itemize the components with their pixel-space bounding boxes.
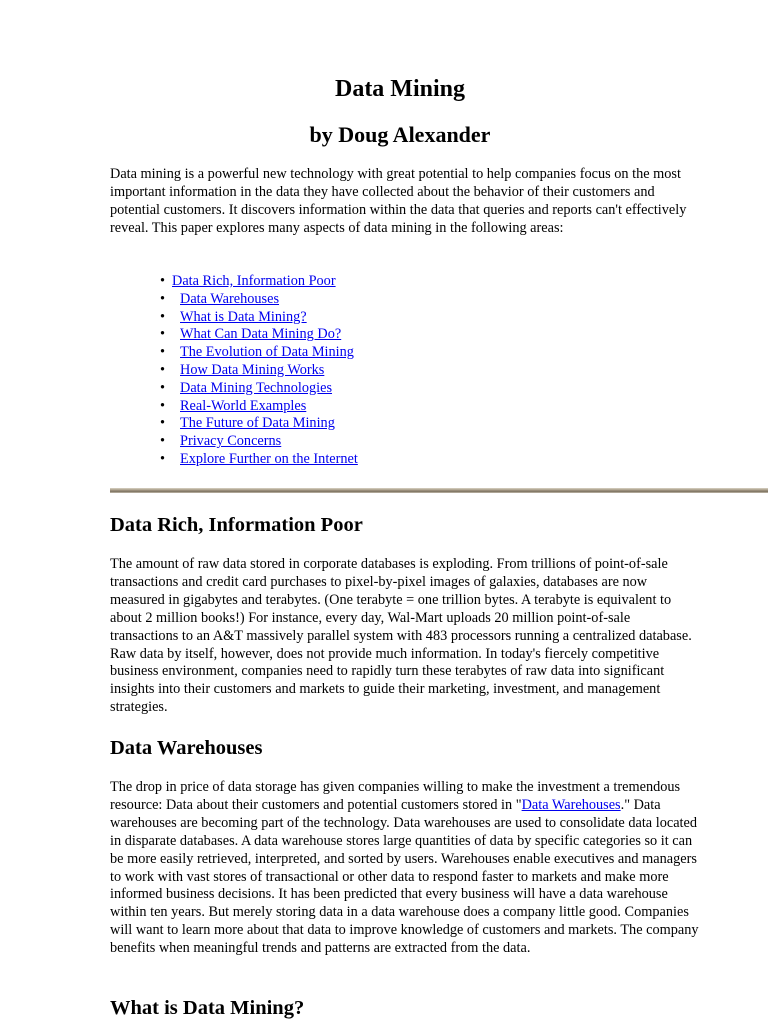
bullet-icon: • bbox=[160, 326, 166, 343]
bullet-icon: • bbox=[160, 344, 166, 361]
toc-link-what-is[interactable]: What is Data Mining? bbox=[180, 308, 307, 325]
toc-link-how-works[interactable]: How Data Mining Works bbox=[180, 361, 325, 378]
section-heading-data-warehouses: Data Warehouses bbox=[110, 737, 263, 759]
warehouses-text-before: The drop in price of data storage has given companies willing to make the investment a tremendous resource: Data about their customers and potential customers stored in " bbox=[110, 779, 681, 813]
toc-link-explore[interactable]: Explore Further on the Internet bbox=[180, 450, 358, 467]
bullet-icon: • bbox=[160, 433, 166, 450]
bullet-icon: • bbox=[160, 415, 166, 432]
table-of-contents bbox=[160, 273, 358, 469]
bullet-icon: • bbox=[160, 290, 166, 307]
toc-link-evolution[interactable]: The Evolution of Data Mining bbox=[180, 344, 354, 361]
toc-item-what-can bbox=[160, 326, 358, 344]
toc-item-how-works bbox=[160, 362, 358, 380]
toc-item-what-is bbox=[160, 309, 358, 327]
toc-item-future bbox=[160, 415, 358, 433]
intro-paragraph: Data mining is a powerful new technology with great potential to help companies focus on the most important information in the data they have collected about the behavior of their customers and potential customers. It discovers information within the data that queries and reports can't effectively reveal. This paper explores many aspects of data mining in the following areas: bbox=[110, 166, 687, 236]
bullet-icon: • bbox=[160, 450, 166, 467]
bullet-icon: • bbox=[160, 273, 166, 289]
toc-item-evolution bbox=[160, 344, 358, 362]
horizontal-divider bbox=[110, 488, 768, 493]
toc-item-data-warehouses bbox=[160, 291, 358, 309]
toc-link-technologies[interactable]: Data Mining Technologies bbox=[180, 379, 333, 396]
page-title: Data Mining bbox=[334, 76, 465, 102]
section-heading-what-is: What is Data Mining? bbox=[110, 997, 305, 1019]
toc-link-data-warehouses[interactable]: Data Warehouses bbox=[180, 290, 280, 307]
author-byline: by Doug Alexander bbox=[309, 122, 491, 147]
bullet-icon: • bbox=[160, 397, 166, 414]
toc-link-data-rich[interactable]: Data Rich, Information Poor bbox=[172, 273, 336, 289]
bullet-icon: • bbox=[160, 361, 166, 378]
toc-link-privacy[interactable]: Privacy Concerns bbox=[180, 433, 282, 450]
section-heading-data-rich: Data Rich, Information Poor bbox=[110, 514, 363, 536]
toc-item-explore bbox=[160, 451, 358, 469]
toc-item-technologies bbox=[160, 380, 358, 398]
toc-link-what-can[interactable]: What Can Data Mining Do? bbox=[180, 326, 342, 343]
toc-link-future[interactable]: The Future of Data Mining bbox=[180, 415, 335, 432]
warehouses-text-after: ." Data warehouses are becoming part of the technology. Data warehouses are used to consolidate data located in disparate databases. A data warehouse stores large quantities of data by specific categories so it can be more easily retrieved, interpreted, and sorted by users. Warehouses enable executives and managers to work with vast stores of transactional or other data to respond faster to markets and make more informed business decisions. It has been predicted that every business will have a data warehouse within ten years. But merely storing data in a data warehouse does a company little good. Companies will want to learn more about that data to improve knowledge of customers and markets. The company benefits when meaningful trends and patterns are extracted from the data. bbox=[110, 796, 699, 957]
bullet-icon: • bbox=[160, 379, 166, 396]
bullet-icon: • bbox=[160, 308, 166, 325]
section-body-data-rich: The amount of raw data stored in corporate databases is exploding. From trillions of point-of-sale transactions and credit card purchases to pixel-by-pixel images of galaxies, databases are now measured in gigabytes and terabytes. (One terabyte = one trillion bytes. A terabyte is equivalent to about 2 million books!) For instance, every day, Wal-Mart uploads 20 million point-of-sale transactions to an A&T massively parallel system with 483 processors running a centralized database. Raw data by itself, however, does not provide much information. In today's fiercely competitive business environment, companies need to rapidly turn these terabytes of raw data into significant insights into their customers and markets to guide their marketing, investment, and management strategies. bbox=[110, 556, 692, 716]
toc-item-privacy bbox=[160, 433, 358, 451]
toc-link-examples[interactable]: Real-World Examples bbox=[180, 397, 307, 414]
data-warehouses-link[interactable]: Data Warehouses bbox=[521, 796, 621, 813]
toc-item-data-rich bbox=[160, 273, 358, 291]
toc-item-examples bbox=[160, 398, 358, 416]
section-body-data-warehouses bbox=[110, 779, 700, 958]
